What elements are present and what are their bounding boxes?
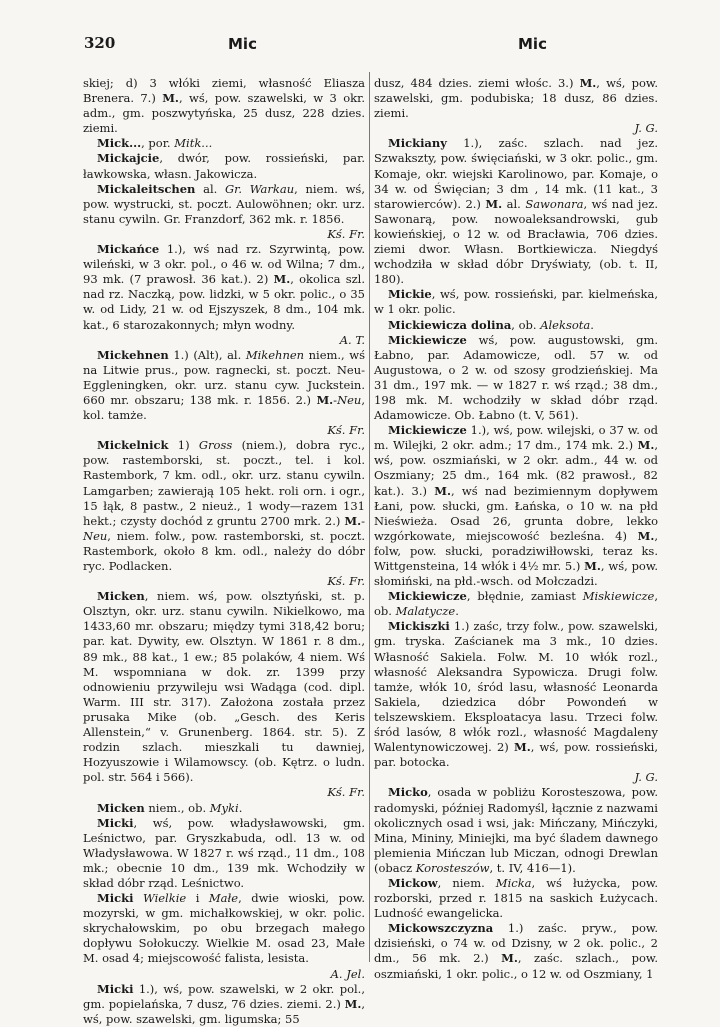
running-head-left: Mic (228, 35, 257, 53)
dictionary-entry: Mickaleitschen al. Gr. Warkau, niem. wś, pow. wystrucki, st. poczt. Aulowöhnen; okr. urz. stanu cywiln. Gr. Franzdorf, 362 mk. r. 1856. (83, 181, 365, 226)
dictionary-entry: Mickiany 1.), zaśc. szlach. nad jez. Szwakszty, pow. święciański, w 3 okr. polic., gm. Komaje, okr. wiejski Karolinowo, par. Komaje, o 34 w. od Święcian; 3 dm , 14 mk. (11 kat., 3 starowierców). 2.) M. al. Sawonara, wś nad jez. Sawonarą, pow. nowoaleksandrowski, gub kowieńskiej, o 12 w. od Bracławia, 706 dzies. ziemi dwor. Własn. Bortkiewicza. Niegdyś wchodziła w skład dóbr Dryświaty, (ob. t. II, 180). (374, 136, 658, 287)
dictionary-entry: Mickajcie, dwór, pow. rossieński, par. ławkowska, własn. Jakowicza. (83, 151, 365, 181)
dictionary-entry: Micki, wś, pow. władysławowski, gm. Leśnictwo, par. Gryszkabuda, odl. 13 w. od Władysławowa. W 1827 r. wś rząd., 11 dm., 108 mk.; obecnie 10 dm., 139 mk. Wchodziły w skład dóbr rząd. Leśnictwo. (83, 815, 365, 890)
dictionary-entry: Mickehnen 1.) (Alt), al. Mikehnen niem., wś na Litwie prus., pow. ragnecki, st. poczt. Neu-Eggleningken, okr. urz. stanu cyw. Juckstein. 660 mr. obszaru; 138 mk. r. 1856. 2.) M.-Neu, kol. tamże. (83, 347, 365, 423)
dictionary-entry: Micko, osada w pobliżu Korosteszowa, pow. radomyski, później Radomyśl, łącznie z nazwami okolicznych osad i wsi, jak: Mińczany, Mińczyki, Mina, Mininy, Miniejki, ma być śladem dawnego plemienia Mińczan lub Miczan, odnogi Drewlan (obacz Korosteszów, t. IV, 416—1). (374, 785, 658, 875)
dictionary-entry: Mickańce 1.), wś nad rz. Szyrwintą, pow. wileński, w 3 okr. pol., o 46 w. od Wilna; 7 dm., 93 mk. (7 prawosł. 36 kat.). 2) M., okolica szl. nad rz. Naczką, pow. lidzki, w 5 okr. polic., o 35 w. od Lidy, 21 w. od Ejszyszek, 8 dm., 104 mk. kat., 6 starozakonnych; młyn wodny. (83, 242, 365, 332)
dictionary-entry: Mickelnick 1) Gross (niem.), dobra ryc., pow. rastemborski, st. poczt., tel. i kol. Rastembork, 7 km. odl., okr. urz. stanu cywiln. Lamgarben; zawierają 105 hekt. roli orn. i ogr., 15 łąk, 8 pastw., 2 nieuż., 1 wody—razem 131 hekt.; czysty dochód z gruntu 2700 mrk. 2.) M.-Neu, niem. folw., pow. rastemborski, st. poczt. Rastembork, około 8 km. odl., należy do dóbr ryc. Podlacken. (83, 438, 365, 573)
dictionary-entry: Mick..., por. Mitk... (97, 136, 213, 151)
author-signature: J. G. (634, 121, 658, 136)
dictionary-entry: Micken, niem. wś, pow. olsztyński, st. p. Olsztyn, okr. urz. stanu cywiln. Nikielkowo, ma 1433,60 mr. obszaru; między tymi 318,42 boru; par. kat. Dywity, ew. Olsztyn. W 1861 r. 8 dm., 89 mk., 88 kat., 1 ew.; 85 polaków, 4 niem. Wś M. wspomniana w dok. zr. 1399 przy odnowieniu przywileju wsi Wadąga (cod. dipl. Warm. III str. 317). Założona została przez prusaka Mike (ob. „Gesch. des Keris Allenstein,“ v. Grunenberg. 1864. str. 5). Z rodzin szlach. mieszkali tu dawniej, Hozyuszowie i Wilamowscy. (ob. Kętrz. o ludn. pol. str. 564 i 566). (83, 589, 365, 785)
author-signature: Kś. Fr. (327, 423, 365, 438)
author-signature: Kś. Fr. (327, 226, 365, 241)
author-signature: J. G. (634, 770, 658, 785)
dictionary-entry: Mickiewicze 1.), wś, pow. wilejski, o 37 w. od m. Wilejki, 2 okr. adm.; 17 dm., 174 mk. 2.) M., wś, pow. oszmiański, w 2 okr. adm., 44 w. od Oszmiany; 25 dm., 164 mk. (82 prawosł., 82 kat.). 3.) M., wś nad bezimiennym dopływem Łani, pow. słucki, gm. Łańska, o 10 w. na płd Nieświeża. Osad 26, grunta dobre, lekko wzgórkowate, miejscowość bezleśna. 4) M., folw, pow. słucki, poradziwiłłowski, teraz ks. Wittgensteina, 14 włók i 4½ mr. 5.) M., wś, pow. słomiński, na płd.-wsch. od Mołczadzi. (374, 423, 658, 589)
dictionary-entry: Mickie, wś, pow. rossieński, par. kielmeńska, w 1 okr. polic. (374, 287, 658, 317)
dictionary-entry: Mickiewicze, błędnie, zamiast Miskiewicze, ob. Malatycze. (374, 589, 658, 619)
column-divider (369, 72, 370, 962)
author-signature: A. Jel. (330, 966, 365, 981)
author-signature: Kś. Fr. (327, 574, 365, 589)
dictionary-entry: Mickowszczyzna 1.) zaśc. pryw., pow. dzisieński, o 74 w. od Dzisny, w 2 ok. polic., 2 dm., 56 mk. 2.) M., zaśc. szlach., pow. oszmiański, 1 okr. polic., o 12 w. od Oszmiany, 1 (374, 921, 658, 981)
author-signature: Kś. Fr. (327, 785, 365, 800)
page-header (0, 34, 720, 58)
dictionary-entry: Micki Wielkie i Małe, dwie wioski, pow. mozyrski, w gm. michałkowskiej, w okr. polic. skrychałowskim, po obu brzegach małego dopływu Sołokuczy. Wielkie M. osad 23, Małe M. osad 4; miejscowość falista, lesista. (83, 891, 365, 966)
entry-continuation: dusz, 484 dzies. ziemi włośc. 3.) M., wś, pow. szawelski, gm. podubiska; 18 dusz, 86 dzies. ziemi. (374, 76, 658, 121)
dictionary-entry: Mickiszki 1.) zaśc, trzy folw., pow. szawelski, gm. tryska. Zaścianek ma 3 mk., 10 dzies. Własność Sakiela. Folw. M. 10 włók rozl., własność Aleksandra Sypowicza. Drugi folw. tamże, włók 10, śród lasu, własność Leonarda Sakiela, dziedzica dóbr Powondeń w telszewskiem. Eksploatacya lasu. Trzeci folw. śród lasów, 8 włók rozl., własność Magdaleny Walentynowiczowej. 2) M., wś, pow. rossieński, par. botocka. (374, 619, 658, 770)
dictionary-entry: Micki 1.), wś, pow. szawelski, w 2 okr. pol., gm. popielańska, 7 dusz, 76 dzies. ziemi. 2.) M., wś, pow. szawelski, gm. ligumska; 55 (83, 981, 365, 1026)
dictionary-entry: Mickow, niem. Micka, wś łużycka, pow. rozborski, przed r. 1815 na saskich Łużycach. Ludność ewangelicka. (374, 875, 659, 921)
page-number: 320 (84, 34, 116, 52)
dictionary-entry: Mickiewicza dolina, ob. Aleksota. (388, 317, 594, 332)
dictionary-entry: Mickiewicze wś, pow. augustowski, gm. Łabno, par. Adamowicze, odl. 57 w. od Augustowa, o 2 w. od szosy grodzieńskiej. Ma 31 dm., 197 mk. — w 1827 r. wś rząd.; 38 dm., 198 mk. M. wchodziły w skład dóbr rząd. Adamowicze. Ob. Łabno (t. V, 561). (374, 332, 658, 423)
running-head-right: Mic (518, 35, 547, 53)
right-column (374, 76, 658, 982)
author-signature: A. T. (339, 332, 365, 347)
left-column (83, 76, 365, 1027)
entry-continuation: skiej; d) 3 włóki ziemi, własność Eliasza Brenera. 7.) M., wś, pow. szawelski, w 3 okr. adm., gm. poszwytyńska, 25 dusz, 228 dzies. ziemi. (83, 76, 365, 136)
dictionary-entry: Micken niem., ob. Myki. (97, 800, 243, 815)
